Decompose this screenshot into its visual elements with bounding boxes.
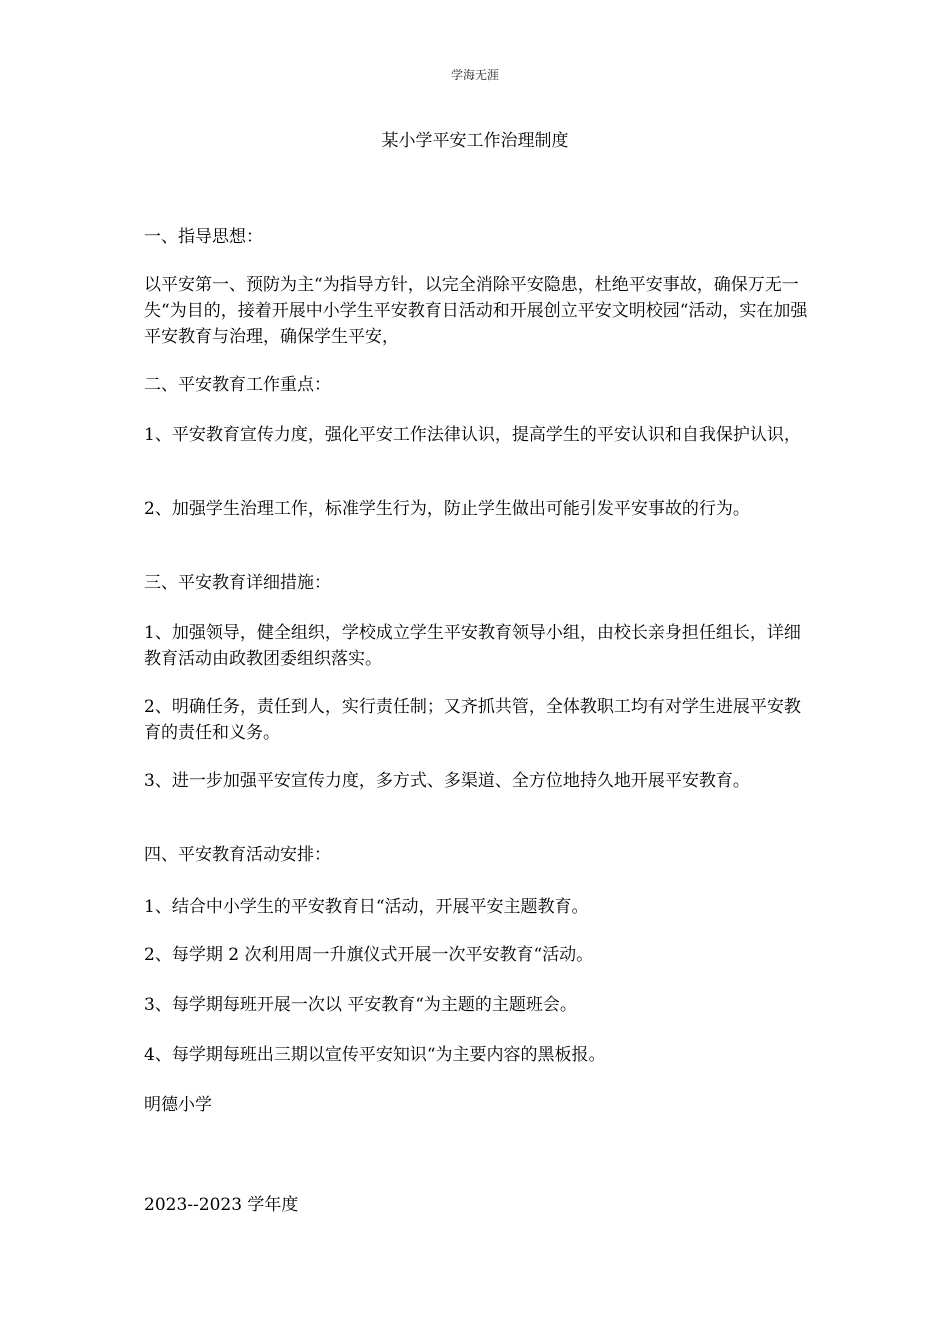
paragraph-activity-4: 4、每学期每班出三期以宣传平安知识“为主要内容的黑板报。 (144, 1045, 606, 1065)
paragraph-activity-2: 2、每学期 2 次利用周一升旗仪式开展一次平安教育“活动。 (144, 945, 594, 965)
section-heading-1: 一、指导思想： (144, 227, 263, 247)
page-header: 学海无涯 (450, 68, 499, 82)
section-heading-4: 四、平安教育活动安排： (144, 845, 331, 865)
section-heading-3: 三、平安教育详细措施： (144, 573, 331, 593)
paragraph-measure-3: 3、进一步加强平安宣传力度，多方式、多渠道、全方位地持久地开展平安教育。 (144, 771, 750, 791)
paragraph-focus-1: 1、平安教育宣传力度，强化平安工作法律认识，提高学生的平安认识和自我保护认识， (144, 425, 801, 445)
signature-school: 明德小学 (144, 1095, 212, 1115)
paragraph-activity-3: 3、每学期每班开展一次以 平安教育“为主题的主题班会。 (144, 995, 577, 1015)
paragraph-measure-1: 1、加强领导，健全组织，学校成立学生平安教育领导小组，由校长亲身担任组长，详细教育活动由政教团委组织落实。 (144, 623, 801, 669)
paragraph-focus-2: 2、加强学生治理工作，标准学生行为，防止学生做出可能引发平安事故的行为。 (144, 499, 750, 519)
paragraph-activity-1: 1、结合中小学生的平安教育日“活动，开展平安主题教育。 (144, 897, 589, 917)
paragraph-guiding-ideology: 以平安第一、预防为主“为指导方针，以完全消除平安隐患，杜绝平安事故，确保万无一失“为目的，接着开展中小学生平安教育日活动和开展创立平安文明校园“活动，实在加强平安教育与治理，确保学生平安， (144, 275, 808, 347)
document-title: 某小学平安工作治理制度 (381, 131, 569, 151)
signature-year: 2023--2023 学年度 (144, 1195, 299, 1215)
paragraph-measure-2: 2、明确任务，责任到人，实行责任制；又齐抓共管，全体教职工均有对学生进展平安教育的责任和义务。 (144, 697, 801, 743)
section-heading-2: 二、平安教育工作重点： (144, 375, 331, 395)
